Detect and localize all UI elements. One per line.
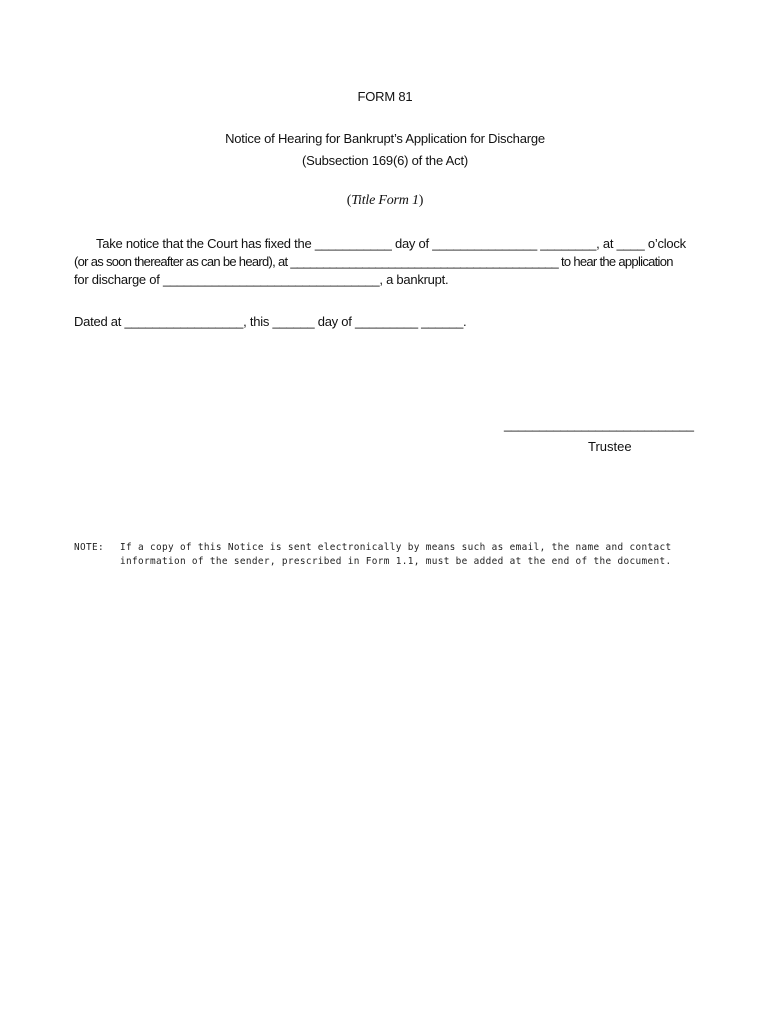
note-line-2: information of the sender, prescribed in Form 1.1, must be added at the end of the document.: [120, 556, 672, 567]
form-title: Notice of Hearing for Bankrupt’s Application for Discharge: [225, 131, 545, 146]
signature-line: ___________________________: [504, 417, 694, 432]
title-form-reference: [0, 193, 770, 209]
title-form-text: Title Form 1: [351, 193, 419, 208]
notice-paragraph-line-1: Take notice that the Court has fixed the ___________ day of _______________ ________, at ____ o’clock: [96, 236, 686, 251]
notice-paragraph-line-3: for discharge of _______________________________, a bankrupt.: [74, 272, 449, 287]
signature-label: Trustee: [588, 439, 632, 454]
form-number: FORM 81: [357, 89, 413, 104]
title-form-close-paren: ): [418, 193, 424, 208]
notice-paragraph-line-2: (or as soon thereafter as can be heard), at _________________________________________ to hear the application: [74, 254, 673, 269]
note-label: NOTE:: [74, 542, 104, 553]
title-form-open-paren: (: [346, 193, 352, 208]
note-line-1: If a copy of this Notice is sent electronically by means such as email, the name and contact: [120, 542, 672, 553]
dated-line: Dated at _________________, this ______ day of _________ ______.: [74, 314, 467, 329]
form-subtitle: (Subsection 169(6) of the Act): [302, 153, 468, 168]
note-text: [120, 541, 720, 569]
